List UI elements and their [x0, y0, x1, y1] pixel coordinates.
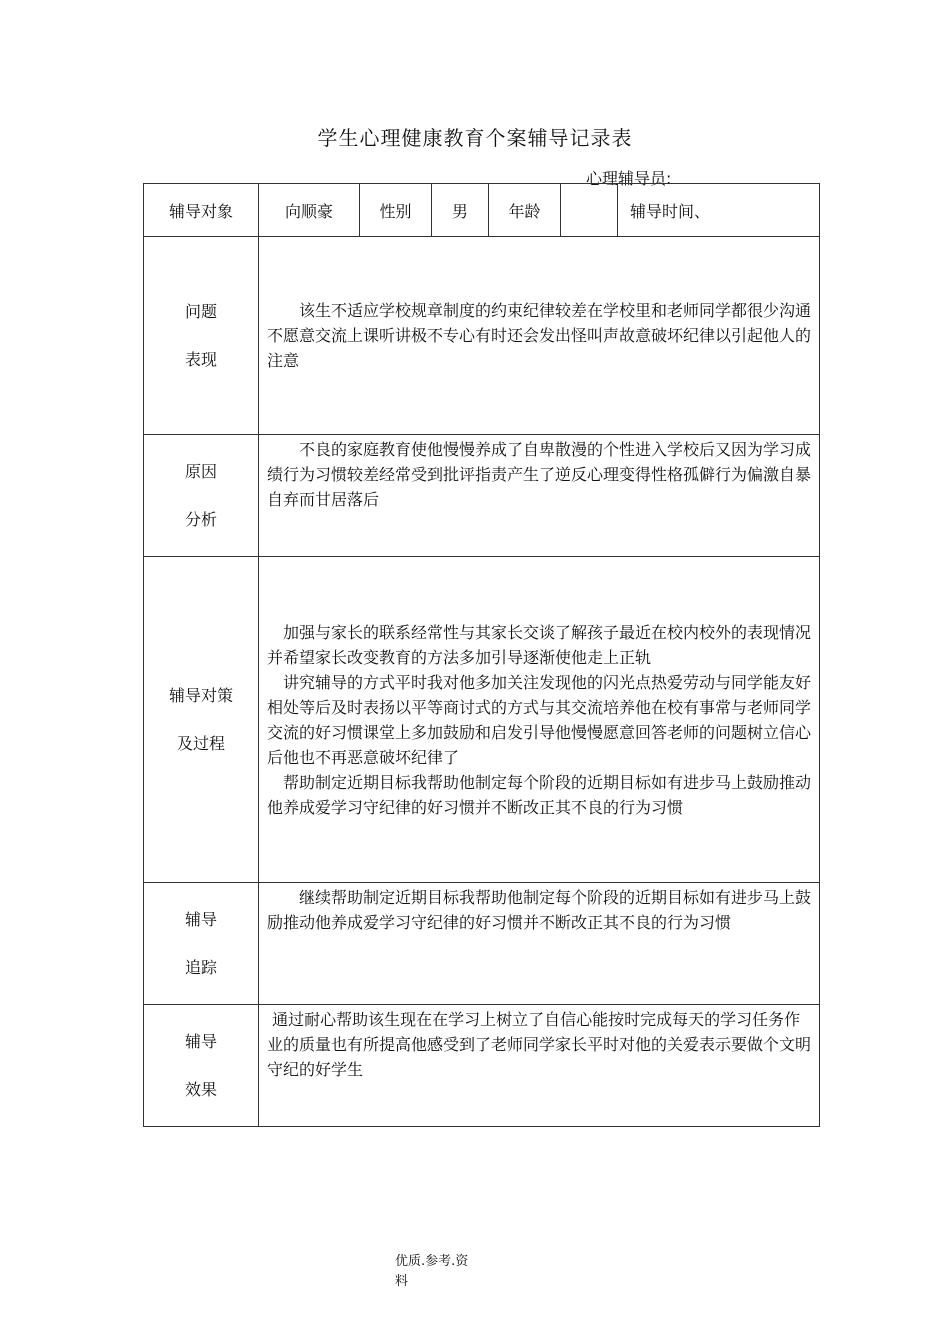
- footer-watermark: 优质.参考.资料: [395, 1254, 469, 1289]
- tracking-label: [144, 883, 259, 1005]
- cause-label: [144, 435, 259, 557]
- strategy-label: [144, 557, 259, 883]
- effect-label-line2: 效果: [184, 1079, 217, 1099]
- cause-row: [144, 435, 820, 557]
- tracking-text: 继续帮助制定近期目标我帮助他制定每个阶段的近期目标如有进步马上鼓励推动他养成爱学习守纪律的好习惯并不断改正其不良的行为习惯: [259, 883, 820, 1005]
- strategy-label-line1: 辅导对策: [168, 685, 233, 705]
- cause-label-line1: 原因: [184, 461, 217, 481]
- age-label: 年龄: [489, 184, 561, 237]
- strategy-label-line2: 及过程: [176, 733, 225, 753]
- effect-label: [144, 1005, 259, 1127]
- tracking-label-line1: 辅导: [184, 909, 217, 929]
- gender-label: 性别: [360, 184, 432, 237]
- age-value: [561, 184, 618, 237]
- effect-text: 通过耐心帮助该生现在在学习上树立了自信心能按时完成每天的学习任务作业的质量也有所提高他感受到了老师同学家长平时对他的关爱表示要做个文明守纪的好学生: [259, 1005, 820, 1127]
- problem-row: [144, 237, 820, 435]
- strategy-row: [144, 557, 820, 883]
- problem-label-line2: 表现: [184, 349, 217, 369]
- effect-label-line1: 辅导: [184, 1031, 217, 1051]
- strategy-para-1: 加强与家长的联系经常性与其家长交谈了解孩子最近在校内校外的表现情况并希望家长改变教育的方法多加引导逐渐使他走上正轨: [267, 622, 812, 667]
- tracking-label-line2: 追踪: [184, 957, 217, 977]
- time-label: 辅导时间、: [618, 184, 820, 237]
- problem-text: 该生不适应学校规章制度的约束纪律较差在学校里和老师同学都很少沟通不愿意交流上课听讲极不专心有时还会发出怪叫声故意破坏纪律以引起他人的注意: [259, 237, 820, 435]
- effect-row: [144, 1005, 820, 1127]
- cause-text: 不良的家庭教育使他慢慢养成了自卑散漫的个性进入学校后又因为学习成绩行为习惯较差经常受到批评指责产生了逆反心理变得性格孤僻行为偏激自暴自弃而甘居落后: [259, 435, 820, 557]
- cause-label-line2: 分析: [184, 509, 217, 529]
- strategy-text: [259, 557, 820, 883]
- gender-value: 男: [432, 184, 489, 237]
- strategy-para-2: 讲究辅导的方式平时我对他多加关注发现他的闪光点热爱劳动与同学能友好相处等后及时表扬以平等商讨式的方式与其交流培养他在校有事常与老师同学交流的好习惯课堂上多加鼓励和启发引导他慢慢愿意回答老师的问题树立信心后他也不再恶意破坏纪律了: [267, 672, 812, 767]
- target-label: 辅导对象: [144, 184, 259, 237]
- counselor-label: 心理辅导员:: [586, 169, 672, 188]
- record-table: [143, 183, 820, 1127]
- strategy-para-3: 帮助制定近期目标我帮助他制定每个阶段的近期目标如有进步马上鼓励推动他养成爱学习守纪律的好习惯并不断改正其不良的行为习惯: [267, 772, 812, 817]
- target-value: 向顺豪: [259, 184, 360, 237]
- header-row: [144, 184, 820, 237]
- problem-label: [144, 237, 259, 435]
- tracking-row: [144, 883, 820, 1005]
- page-title: 学生心理健康教育个案辅导记录表: [317, 126, 633, 150]
- problem-label-line1: 问题: [184, 301, 217, 321]
